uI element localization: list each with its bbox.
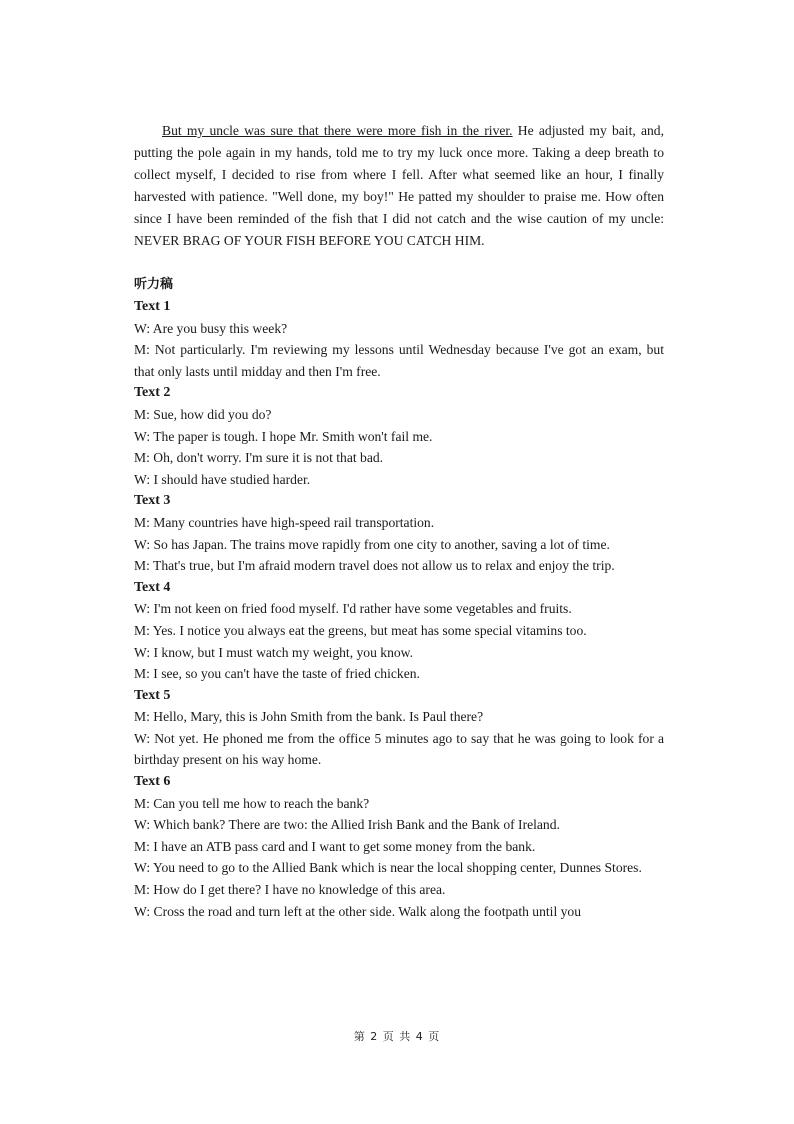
dialogue-line: M: Can you tell me how to reach the bank? <box>134 795 370 811</box>
underlined-sentence: But my uncle was sure that there were more fish in the river. <box>162 123 513 138</box>
dialogue-line: M: How do I get there? I have no knowledge of this area. <box>134 882 446 898</box>
dialogue-line: M: I see, so you can't have the taste of fried chicken. <box>134 666 420 682</box>
dialogue-line: M: Sue, how did you do? <box>134 406 272 422</box>
text-heading: Text 6 <box>134 774 171 790</box>
text-heading: Text 5 <box>134 687 171 703</box>
story-paragraph <box>134 120 664 252</box>
dialogue-line: W: I know, but I must watch my weight, you know. <box>134 644 414 660</box>
dialogue-line: M: That's true, but I'm afraid modern travel does not allow us to relax and enjoy the trip. <box>134 558 615 574</box>
dialogue-line: M: I have an ATB pass card and I want to get some money from the bank. <box>134 838 536 854</box>
text-heading: Text 2 <box>134 385 171 401</box>
dialogue-line: W: You need to go to the Allied Bank which is near the local shopping center, Dunnes Stores. <box>134 860 642 876</box>
dialogue-line: W: Cross the road and turn left at the other side. Walk along the footpath until you <box>134 903 582 919</box>
story-text: He adjusted my bait, and, putting the pole again in my hands, told me to try my luck once more. Taking a deep breath to collect myself, I decided to rise from where I fell. After what seemed like an hour, I finally harvested with patience. "Well done, my boy!" He patted my shoulder to praise me. How often since I have been reminded of the fish that I did not catch and the wise caution of my uncle: NEVER BRAG OF YOUR FISH BEFORE YOU CATCH HIM. <box>134 123 664 248</box>
dialogue-line: W: The paper is tough. I hope Mr. Smith won't fail me. <box>134 428 433 444</box>
page-content <box>134 120 664 922</box>
transcript <box>134 296 664 922</box>
dialogue-line: W: Are you busy this week? <box>134 320 288 336</box>
dialogue-line: W: I should have studied harder. <box>134 471 311 487</box>
dialogue-line: M: Hello, Mary, this is John Smith from the bank. Is Paul there? <box>134 709 484 725</box>
text-heading: Text 3 <box>134 493 171 509</box>
dialogue-line: W: Which bank? There are two: the Allied Irish Bank and the Bank of Ireland. <box>134 817 560 833</box>
text-heading: Text 4 <box>134 579 171 595</box>
dialogue-line: M: Not particularly. I'm reviewing my lessons until Wednesday because I've got an exam, but that only lasts until midday and then I'm free. <box>134 342 664 379</box>
transcript-label: 听力稿 <box>134 277 174 292</box>
dialogue-line: M: Oh, don't worry. I'm sure it is not that bad. <box>134 450 384 466</box>
dialogue-line: W: I'm not keen on fried food myself. I'd rather have some vegetables and fruits. <box>134 601 572 617</box>
page-footer: 第 2 页 共 4 页 <box>353 1030 441 1043</box>
dialogue-line: M: Many countries have high-speed rail transportation. <box>134 514 435 530</box>
text-heading: Text 1 <box>134 299 171 314</box>
dialogue-line: M: Yes. I notice you always eat the greens, but meat has some special vitamins too. <box>134 622 587 638</box>
dialogue-line: W: So has Japan. The trains move rapidly from one city to another, saving a lot of time. <box>134 536 610 552</box>
dialogue-line: W: Not yet. He phoned me from the office 5 minutes ago to say that he was going to look for a birthday present on his way home. <box>134 730 664 768</box>
